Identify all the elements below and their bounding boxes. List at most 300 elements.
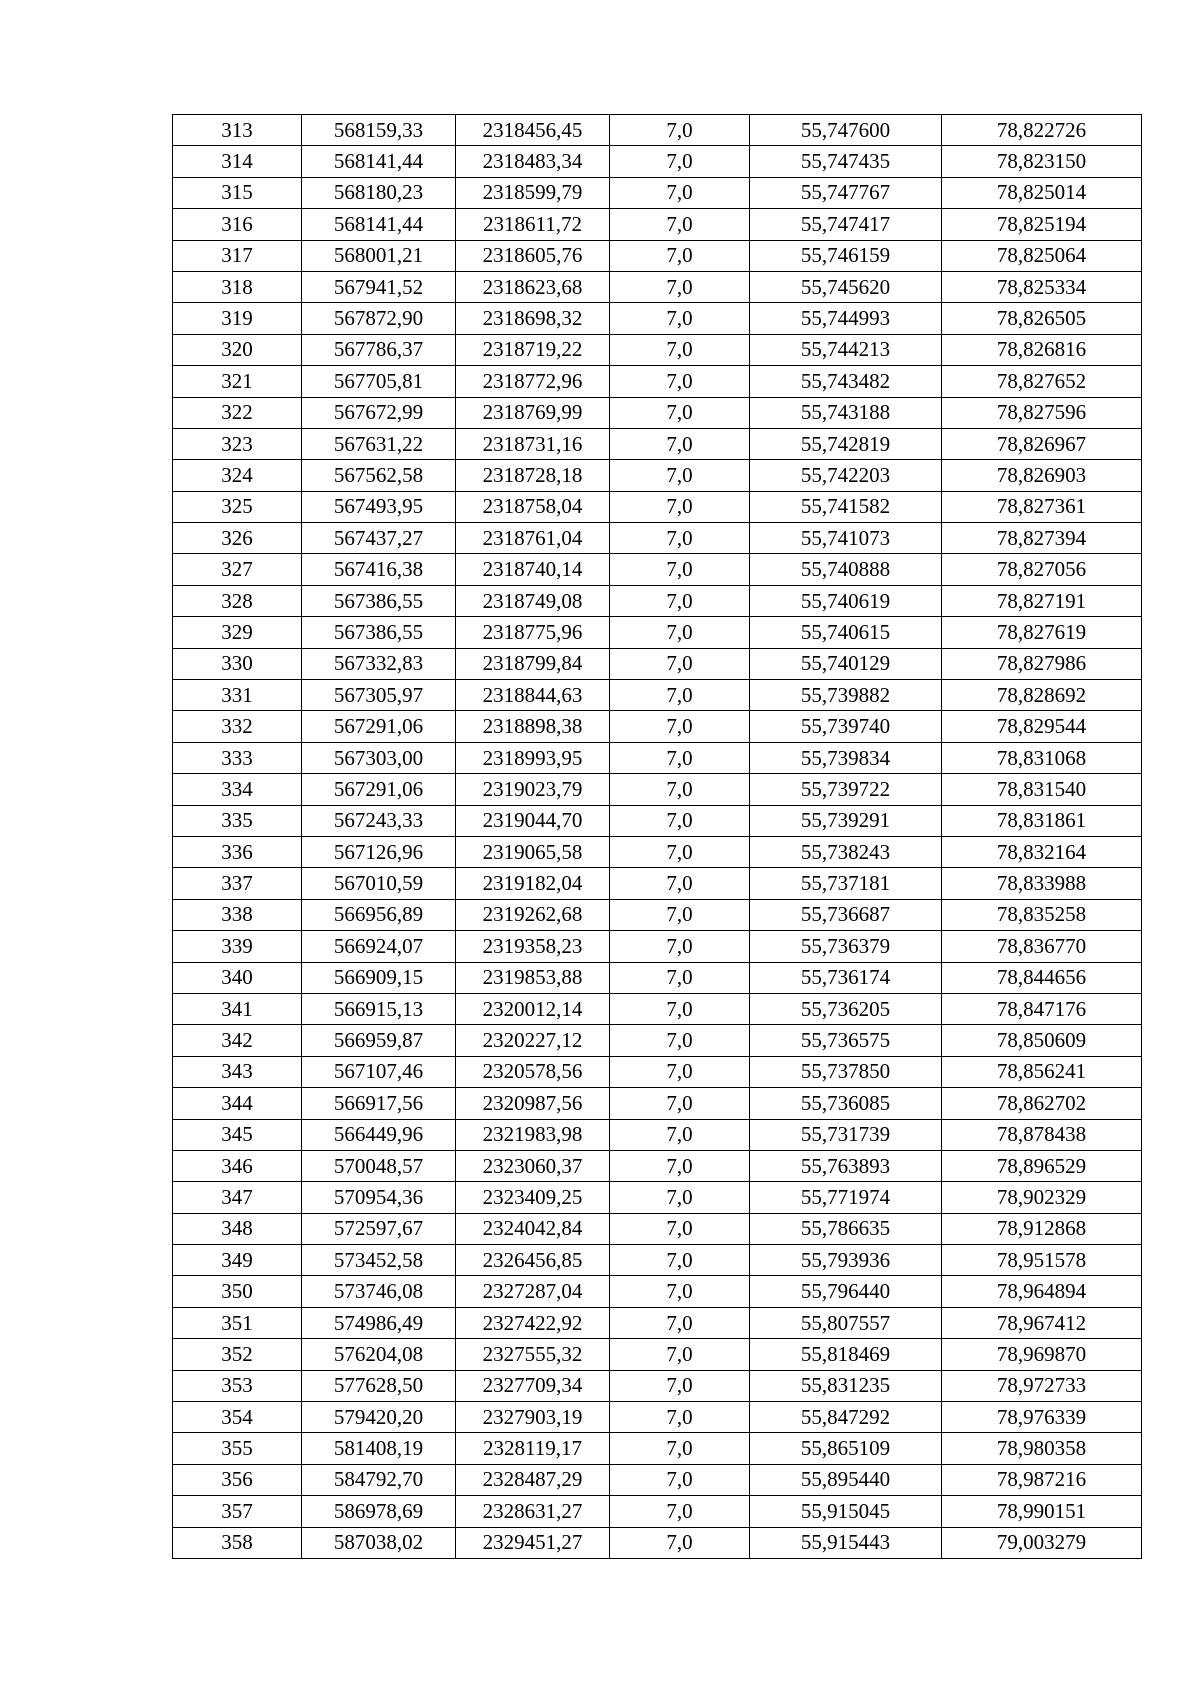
cell-y-coordinate: 2318898,38 — [456, 711, 610, 742]
cell-accuracy: 7,0 — [610, 774, 750, 805]
cell-point-number: 346 — [173, 1150, 302, 1181]
cell-y-coordinate: 2319065,58 — [456, 836, 610, 867]
cell-accuracy: 7,0 — [610, 899, 750, 930]
table-row — [173, 1056, 1142, 1087]
cell-y-coordinate: 2319853,88 — [456, 962, 610, 993]
cell-latitude: 55,744213 — [750, 334, 942, 365]
cell-x-coordinate: 567010,59 — [302, 868, 456, 899]
cell-latitude: 55,736085 — [750, 1088, 942, 1119]
cell-latitude: 55,743482 — [750, 366, 942, 397]
cell-latitude: 55,736205 — [750, 993, 942, 1024]
cell-accuracy: 7,0 — [610, 1402, 750, 1433]
cell-x-coordinate: 567672,99 — [302, 397, 456, 428]
cell-y-coordinate: 2328487,29 — [456, 1464, 610, 1495]
cell-accuracy: 7,0 — [610, 1119, 750, 1150]
cell-longitude: 78,827652 — [942, 366, 1142, 397]
cell-point-number: 319 — [173, 303, 302, 334]
cell-longitude: 78,826903 — [942, 460, 1142, 491]
table-row — [173, 366, 1142, 397]
cell-point-number: 351 — [173, 1307, 302, 1338]
cell-accuracy: 7,0 — [610, 711, 750, 742]
cell-y-coordinate: 2319044,70 — [456, 805, 610, 836]
cell-y-coordinate: 2318483,34 — [456, 146, 610, 177]
table-row — [173, 1433, 1142, 1464]
cell-longitude: 78,827191 — [942, 585, 1142, 616]
cell-accuracy: 7,0 — [610, 460, 750, 491]
cell-y-coordinate: 2320227,12 — [456, 1025, 610, 1056]
cell-x-coordinate: 567243,33 — [302, 805, 456, 836]
cell-longitude: 78,826816 — [942, 334, 1142, 365]
cell-point-number: 321 — [173, 366, 302, 397]
coordinates-table-body — [173, 115, 1142, 1559]
cell-latitude: 55,865109 — [750, 1433, 942, 1464]
cell-x-coordinate: 566915,13 — [302, 993, 456, 1024]
cell-longitude: 78,831540 — [942, 774, 1142, 805]
cell-y-coordinate: 2319023,79 — [456, 774, 610, 805]
cell-y-coordinate: 2318761,04 — [456, 523, 610, 554]
cell-y-coordinate: 2318772,96 — [456, 366, 610, 397]
cell-accuracy: 7,0 — [610, 585, 750, 616]
cell-point-number: 354 — [173, 1402, 302, 1433]
cell-y-coordinate: 2329451,27 — [456, 1527, 610, 1558]
cell-accuracy: 7,0 — [610, 115, 750, 146]
cell-latitude: 55,739834 — [750, 742, 942, 773]
cell-point-number: 326 — [173, 523, 302, 554]
cell-accuracy: 7,0 — [610, 334, 750, 365]
cell-latitude: 55,739722 — [750, 774, 942, 805]
cell-y-coordinate: 2319182,04 — [456, 868, 610, 899]
cell-point-number: 357 — [173, 1496, 302, 1527]
cell-accuracy: 7,0 — [610, 523, 750, 554]
cell-longitude: 78,980358 — [942, 1433, 1142, 1464]
cell-latitude: 55,746159 — [750, 240, 942, 271]
cell-latitude: 55,741073 — [750, 523, 942, 554]
cell-point-number: 332 — [173, 711, 302, 742]
cell-longitude: 78,827056 — [942, 554, 1142, 585]
cell-y-coordinate: 2318844,63 — [456, 680, 610, 711]
cell-accuracy: 7,0 — [610, 617, 750, 648]
cell-longitude: 78,829544 — [942, 711, 1142, 742]
table-row — [173, 209, 1142, 240]
cell-x-coordinate: 567386,55 — [302, 585, 456, 616]
cell-point-number: 348 — [173, 1213, 302, 1244]
cell-x-coordinate: 587038,02 — [302, 1527, 456, 1558]
cell-y-coordinate: 2318799,84 — [456, 648, 610, 679]
cell-latitude: 55,744993 — [750, 303, 942, 334]
cell-longitude: 78,827619 — [942, 617, 1142, 648]
cell-longitude: 78,844656 — [942, 962, 1142, 993]
cell-accuracy: 7,0 — [610, 209, 750, 240]
cell-accuracy: 7,0 — [610, 1276, 750, 1307]
cell-accuracy: 7,0 — [610, 1496, 750, 1527]
cell-point-number: 355 — [173, 1433, 302, 1464]
cell-latitude: 55,739882 — [750, 680, 942, 711]
cell-x-coordinate: 568159,33 — [302, 115, 456, 146]
cell-y-coordinate: 2318993,95 — [456, 742, 610, 773]
cell-longitude: 78,850609 — [942, 1025, 1142, 1056]
cell-accuracy: 7,0 — [610, 805, 750, 836]
cell-point-number: 352 — [173, 1339, 302, 1370]
cell-longitude: 78,912868 — [942, 1213, 1142, 1244]
cell-point-number: 342 — [173, 1025, 302, 1056]
cell-y-coordinate: 2318775,96 — [456, 617, 610, 648]
cell-accuracy: 7,0 — [610, 1245, 750, 1276]
cell-accuracy: 7,0 — [610, 240, 750, 271]
table-row — [173, 1088, 1142, 1119]
cell-point-number: 334 — [173, 774, 302, 805]
cell-x-coordinate: 567291,06 — [302, 711, 456, 742]
cell-latitude: 55,796440 — [750, 1276, 942, 1307]
cell-longitude: 78,856241 — [942, 1056, 1142, 1087]
cell-point-number: 336 — [173, 836, 302, 867]
table-row — [173, 1464, 1142, 1495]
cell-accuracy: 7,0 — [610, 271, 750, 302]
cell-latitude: 55,740615 — [750, 617, 942, 648]
cell-longitude: 78,832164 — [942, 836, 1142, 867]
table-row — [173, 334, 1142, 365]
cell-accuracy: 7,0 — [610, 366, 750, 397]
table-row — [173, 1182, 1142, 1213]
cell-point-number: 347 — [173, 1182, 302, 1213]
cell-x-coordinate: 579420,20 — [302, 1402, 456, 1433]
table-row — [173, 146, 1142, 177]
cell-accuracy: 7,0 — [610, 1464, 750, 1495]
cell-latitude: 55,741582 — [750, 491, 942, 522]
cell-accuracy: 7,0 — [610, 1025, 750, 1056]
table-row — [173, 177, 1142, 208]
table-row — [173, 1025, 1142, 1056]
cell-latitude: 55,742203 — [750, 460, 942, 491]
table-row — [173, 962, 1142, 993]
cell-x-coordinate: 570048,57 — [302, 1150, 456, 1181]
cell-y-coordinate: 2318605,76 — [456, 240, 610, 271]
table-row — [173, 680, 1142, 711]
cell-x-coordinate: 567332,83 — [302, 648, 456, 679]
cell-x-coordinate: 572597,67 — [302, 1213, 456, 1244]
cell-longitude: 78,964894 — [942, 1276, 1142, 1307]
cell-y-coordinate: 2318719,22 — [456, 334, 610, 365]
table-row — [173, 1339, 1142, 1370]
table-row — [173, 899, 1142, 930]
table-row — [173, 523, 1142, 554]
cell-longitude: 78,828692 — [942, 680, 1142, 711]
cell-y-coordinate: 2318769,99 — [456, 397, 610, 428]
cell-latitude: 55,915443 — [750, 1527, 942, 1558]
cell-point-number: 344 — [173, 1088, 302, 1119]
cell-accuracy: 7,0 — [610, 1370, 750, 1401]
cell-x-coordinate: 584792,70 — [302, 1464, 456, 1495]
cell-latitude: 55,771974 — [750, 1182, 942, 1213]
table-row — [173, 115, 1142, 146]
cell-x-coordinate: 568141,44 — [302, 146, 456, 177]
table-row — [173, 1150, 1142, 1181]
cell-y-coordinate: 2327287,04 — [456, 1276, 610, 1307]
cell-point-number: 314 — [173, 146, 302, 177]
cell-y-coordinate: 2323409,25 — [456, 1182, 610, 1213]
cell-accuracy: 7,0 — [610, 1527, 750, 1558]
table-row — [173, 1119, 1142, 1150]
cell-point-number: 331 — [173, 680, 302, 711]
cell-point-number: 327 — [173, 554, 302, 585]
table-row — [173, 491, 1142, 522]
cell-accuracy: 7,0 — [610, 303, 750, 334]
cell-longitude: 78,825194 — [942, 209, 1142, 240]
cell-y-coordinate: 2320012,14 — [456, 993, 610, 1024]
cell-latitude: 55,831235 — [750, 1370, 942, 1401]
cell-point-number: 329 — [173, 617, 302, 648]
cell-longitude: 78,826505 — [942, 303, 1142, 334]
cell-longitude: 78,833988 — [942, 868, 1142, 899]
cell-latitude: 55,731739 — [750, 1119, 942, 1150]
cell-x-coordinate: 567493,95 — [302, 491, 456, 522]
cell-point-number: 328 — [173, 585, 302, 616]
cell-point-number: 316 — [173, 209, 302, 240]
cell-x-coordinate: 567303,00 — [302, 742, 456, 773]
cell-x-coordinate: 567705,81 — [302, 366, 456, 397]
cell-longitude: 78,990151 — [942, 1496, 1142, 1527]
cell-point-number: 340 — [173, 962, 302, 993]
cell-accuracy: 7,0 — [610, 428, 750, 459]
cell-x-coordinate: 567305,97 — [302, 680, 456, 711]
cell-latitude: 55,736687 — [750, 899, 942, 930]
cell-longitude: 78,847176 — [942, 993, 1142, 1024]
cell-x-coordinate: 577628,50 — [302, 1370, 456, 1401]
cell-latitude: 55,736575 — [750, 1025, 942, 1056]
table-row — [173, 303, 1142, 334]
cell-y-coordinate: 2318599,79 — [456, 177, 610, 208]
cell-accuracy: 7,0 — [610, 868, 750, 899]
cell-latitude: 55,915045 — [750, 1496, 942, 1527]
cell-y-coordinate: 2318456,45 — [456, 115, 610, 146]
cell-latitude: 55,738243 — [750, 836, 942, 867]
cell-x-coordinate: 567107,46 — [302, 1056, 456, 1087]
cell-accuracy: 7,0 — [610, 931, 750, 962]
cell-accuracy: 7,0 — [610, 648, 750, 679]
cell-longitude: 78,831861 — [942, 805, 1142, 836]
cell-latitude: 55,737850 — [750, 1056, 942, 1087]
cell-x-coordinate: 567786,37 — [302, 334, 456, 365]
cell-y-coordinate: 2318611,72 — [456, 209, 610, 240]
cell-latitude: 55,895440 — [750, 1464, 942, 1495]
cell-y-coordinate: 2327709,34 — [456, 1370, 610, 1401]
cell-accuracy: 7,0 — [610, 146, 750, 177]
table-row — [173, 868, 1142, 899]
cell-point-number: 324 — [173, 460, 302, 491]
cell-x-coordinate: 566909,15 — [302, 962, 456, 993]
cell-point-number: 313 — [173, 115, 302, 146]
cell-y-coordinate: 2321983,98 — [456, 1119, 610, 1150]
cell-latitude: 55,786635 — [750, 1213, 942, 1244]
cell-latitude: 55,739740 — [750, 711, 942, 742]
cell-latitude: 55,747600 — [750, 115, 942, 146]
cell-x-coordinate: 566959,87 — [302, 1025, 456, 1056]
cell-point-number: 322 — [173, 397, 302, 428]
cell-latitude: 55,747767 — [750, 177, 942, 208]
cell-y-coordinate: 2324042,84 — [456, 1213, 610, 1244]
cell-x-coordinate: 573746,08 — [302, 1276, 456, 1307]
cell-accuracy: 7,0 — [610, 742, 750, 773]
cell-x-coordinate: 573452,58 — [302, 1245, 456, 1276]
cell-longitude: 78,862702 — [942, 1088, 1142, 1119]
cell-latitude: 55,793936 — [750, 1245, 942, 1276]
cell-longitude: 78,825064 — [942, 240, 1142, 271]
cell-y-coordinate: 2323060,37 — [456, 1150, 610, 1181]
cell-longitude: 78,831068 — [942, 742, 1142, 773]
table-row — [173, 1370, 1142, 1401]
cell-accuracy: 7,0 — [610, 1339, 750, 1370]
cell-latitude: 55,818469 — [750, 1339, 942, 1370]
cell-longitude: 79,003279 — [942, 1527, 1142, 1558]
table-row — [173, 428, 1142, 459]
cell-y-coordinate: 2327555,32 — [456, 1339, 610, 1370]
cell-point-number: 356 — [173, 1464, 302, 1495]
cell-longitude: 78,827986 — [942, 648, 1142, 679]
cell-y-coordinate: 2318728,18 — [456, 460, 610, 491]
table-row — [173, 1245, 1142, 1276]
cell-accuracy: 7,0 — [610, 1056, 750, 1087]
cell-latitude: 55,740129 — [750, 648, 942, 679]
cell-point-number: 341 — [173, 993, 302, 1024]
cell-y-coordinate: 2318758,04 — [456, 491, 610, 522]
cell-longitude: 78,826967 — [942, 428, 1142, 459]
cell-x-coordinate: 567416,38 — [302, 554, 456, 585]
cell-y-coordinate: 2327422,92 — [456, 1307, 610, 1338]
cell-point-number: 315 — [173, 177, 302, 208]
table-row — [173, 1402, 1142, 1433]
cell-y-coordinate: 2326456,85 — [456, 1245, 610, 1276]
cell-point-number: 317 — [173, 240, 302, 271]
cell-y-coordinate: 2328631,27 — [456, 1496, 610, 1527]
table-row — [173, 585, 1142, 616]
cell-x-coordinate: 566924,07 — [302, 931, 456, 962]
cell-longitude: 78,825014 — [942, 177, 1142, 208]
cell-y-coordinate: 2328119,17 — [456, 1433, 610, 1464]
cell-accuracy: 7,0 — [610, 1307, 750, 1338]
cell-point-number: 353 — [173, 1370, 302, 1401]
cell-point-number: 325 — [173, 491, 302, 522]
cell-latitude: 55,747417 — [750, 209, 942, 240]
cell-latitude: 55,740888 — [750, 554, 942, 585]
cell-longitude: 78,878438 — [942, 1119, 1142, 1150]
table-row — [173, 931, 1142, 962]
cell-latitude: 55,847292 — [750, 1402, 942, 1433]
cell-accuracy: 7,0 — [610, 836, 750, 867]
cell-accuracy: 7,0 — [610, 554, 750, 585]
cell-x-coordinate: 574986,49 — [302, 1307, 456, 1338]
cell-latitude: 55,807557 — [750, 1307, 942, 1338]
cell-point-number: 335 — [173, 805, 302, 836]
cell-point-number: 339 — [173, 931, 302, 962]
cell-longitude: 78,972733 — [942, 1370, 1142, 1401]
table-row — [173, 648, 1142, 679]
cell-accuracy: 7,0 — [610, 1150, 750, 1181]
cell-y-coordinate: 2320578,56 — [456, 1056, 610, 1087]
cell-point-number: 323 — [173, 428, 302, 459]
cell-accuracy: 7,0 — [610, 1213, 750, 1244]
cell-longitude: 78,951578 — [942, 1245, 1142, 1276]
table-row — [173, 460, 1142, 491]
cell-x-coordinate: 567291,06 — [302, 774, 456, 805]
cell-point-number: 338 — [173, 899, 302, 930]
cell-latitude: 55,736174 — [750, 962, 942, 993]
cell-x-coordinate: 567941,52 — [302, 271, 456, 302]
cell-x-coordinate: 586978,69 — [302, 1496, 456, 1527]
cell-y-coordinate: 2320987,56 — [456, 1088, 610, 1119]
cell-accuracy: 7,0 — [610, 1088, 750, 1119]
cell-accuracy: 7,0 — [610, 1182, 750, 1213]
cell-x-coordinate: 576204,08 — [302, 1339, 456, 1370]
table-row — [173, 993, 1142, 1024]
cell-x-coordinate: 566917,56 — [302, 1088, 456, 1119]
cell-accuracy: 7,0 — [610, 177, 750, 208]
cell-point-number: 343 — [173, 1056, 302, 1087]
cell-longitude: 78,822726 — [942, 115, 1142, 146]
cell-longitude: 78,827361 — [942, 491, 1142, 522]
cell-longitude: 78,987216 — [942, 1464, 1142, 1495]
cell-x-coordinate: 567631,22 — [302, 428, 456, 459]
cell-y-coordinate: 2318623,68 — [456, 271, 610, 302]
cell-longitude: 78,836770 — [942, 931, 1142, 962]
cell-latitude: 55,739291 — [750, 805, 942, 836]
table-row — [173, 554, 1142, 585]
cell-accuracy: 7,0 — [610, 397, 750, 428]
cell-latitude: 55,736379 — [750, 931, 942, 962]
cell-x-coordinate: 568141,44 — [302, 209, 456, 240]
cell-longitude: 78,823150 — [942, 146, 1142, 177]
cell-x-coordinate: 566449,96 — [302, 1119, 456, 1150]
cell-y-coordinate: 2319358,23 — [456, 931, 610, 962]
table-row — [173, 774, 1142, 805]
table-row — [173, 271, 1142, 302]
table-row — [173, 1307, 1142, 1338]
cell-latitude: 55,763893 — [750, 1150, 942, 1181]
cell-accuracy: 7,0 — [610, 993, 750, 1024]
cell-longitude: 78,835258 — [942, 899, 1142, 930]
cell-y-coordinate: 2318698,32 — [456, 303, 610, 334]
table-row — [173, 1276, 1142, 1307]
cell-longitude: 78,976339 — [942, 1402, 1142, 1433]
cell-accuracy: 7,0 — [610, 962, 750, 993]
cell-longitude: 78,967412 — [942, 1307, 1142, 1338]
cell-latitude: 55,745620 — [750, 271, 942, 302]
table-row — [173, 836, 1142, 867]
cell-accuracy: 7,0 — [610, 491, 750, 522]
cell-latitude: 55,740619 — [750, 585, 942, 616]
cell-longitude: 78,896529 — [942, 1150, 1142, 1181]
cell-y-coordinate: 2319262,68 — [456, 899, 610, 930]
cell-x-coordinate: 581408,19 — [302, 1433, 456, 1464]
cell-latitude: 55,737181 — [750, 868, 942, 899]
table-row — [173, 1527, 1142, 1558]
cell-x-coordinate: 567562,58 — [302, 460, 456, 491]
cell-latitude: 55,742819 — [750, 428, 942, 459]
cell-x-coordinate: 568180,23 — [302, 177, 456, 208]
coordinates-table — [172, 114, 1142, 1559]
cell-accuracy: 7,0 — [610, 680, 750, 711]
cell-x-coordinate: 566956,89 — [302, 899, 456, 930]
cell-longitude: 78,827394 — [942, 523, 1142, 554]
cell-longitude: 78,827596 — [942, 397, 1142, 428]
cell-y-coordinate: 2327903,19 — [456, 1402, 610, 1433]
cell-point-number: 330 — [173, 648, 302, 679]
table-row — [173, 711, 1142, 742]
cell-point-number: 337 — [173, 868, 302, 899]
cell-point-number: 349 — [173, 1245, 302, 1276]
cell-point-number: 320 — [173, 334, 302, 365]
table-row — [173, 805, 1142, 836]
table-row — [173, 397, 1142, 428]
cell-point-number: 333 — [173, 742, 302, 773]
